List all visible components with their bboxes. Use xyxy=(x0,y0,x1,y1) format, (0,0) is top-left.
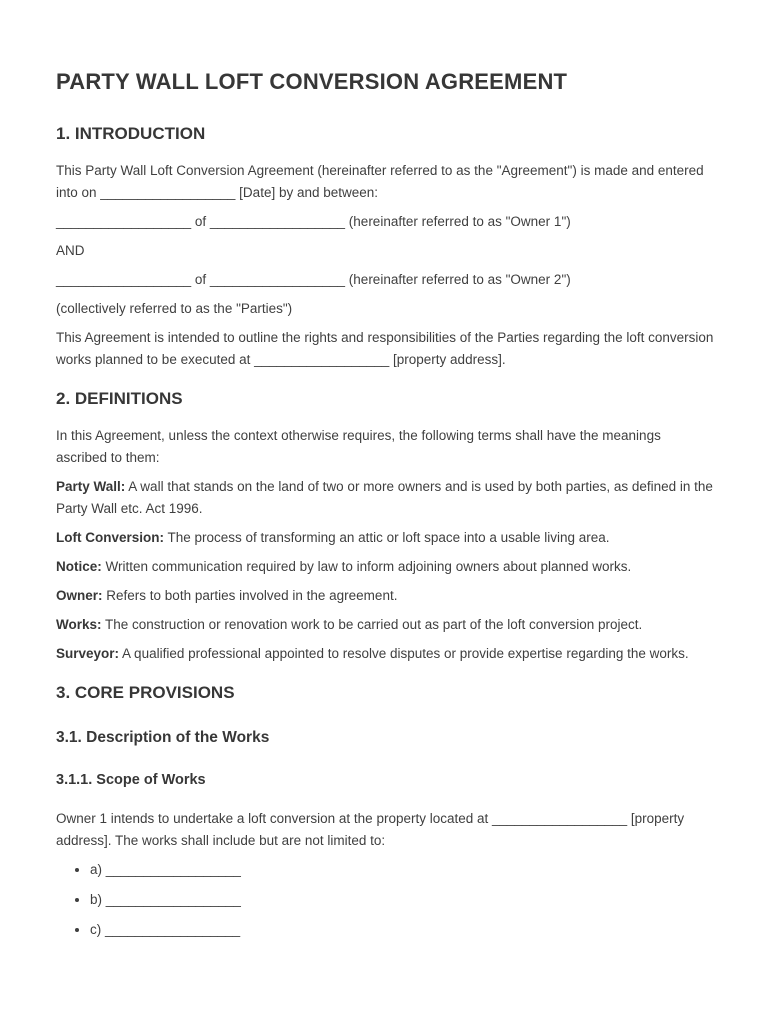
definition xyxy=(56,643,714,665)
definition-text: Refers to both parties involved in the agreement. xyxy=(106,588,398,603)
definition-term: Party Wall: xyxy=(56,479,126,494)
paragraph: In this Agreement, unless the context otherwise requires, the following terms shall have the meanings ascribed to them: xyxy=(56,428,661,465)
definition-term: Works: xyxy=(56,617,102,632)
paragraph: This Agreement is intended to outline the rights and responsibilities of the Parties regarding the loft conversion works planned to be executed at __________________ [property address]. xyxy=(56,330,714,367)
definition-text: Written communication required by law to inform adjoining owners about planned works. xyxy=(105,559,632,574)
subsubsection-heading: 3.1.1. Scope of Works xyxy=(56,772,206,788)
paragraph: __________________ of __________________ (hereinafter referred to as "Owner 1") xyxy=(56,214,571,229)
definition-term: Surveyor: xyxy=(56,646,120,661)
definition xyxy=(56,585,714,607)
definition xyxy=(56,527,714,549)
works-list xyxy=(56,859,714,941)
definition-term: Loft Conversion: xyxy=(56,530,164,545)
list-item: • b) __________________ xyxy=(90,889,714,911)
section-heading: 1. INTRODUCTION xyxy=(56,124,206,143)
paragraph: Owner 1 intends to undertake a loft conversion at the property located at __________________ [property address]. The works shall include but are not limited to: xyxy=(56,811,685,848)
section-heading: 3. CORE PROVISIONS xyxy=(56,683,235,702)
definition-text: A wall that stands on the land of two or more owners and is used by both parties, as defined in the Party Wall etc. Act 1996. xyxy=(56,479,713,516)
definition-term: Notice: xyxy=(56,559,102,574)
definition-term: Owner: xyxy=(56,588,103,603)
list-item: • c) __________________ xyxy=(90,919,714,941)
definition-text: The construction or renovation work to be carried out as part of the loft conversion project. xyxy=(105,617,643,632)
paragraph: __________________ of __________________ (hereinafter referred to as "Owner 2") xyxy=(56,272,571,287)
list-item: • a) __________________ xyxy=(90,859,714,881)
definition-text: A qualified professional appointed to resolve disputes or provide expertise regarding the works. xyxy=(122,646,689,661)
definition xyxy=(56,476,714,520)
section-heading: 2. DEFINITIONS xyxy=(56,389,183,408)
document-content xyxy=(56,68,714,941)
paragraph: (collectively referred to as the "Parties") xyxy=(56,301,293,316)
definition-text: The process of transforming an attic or loft space into a usable living area. xyxy=(167,530,610,545)
subsection-heading: 3.1. Description of the Works xyxy=(56,729,270,746)
paragraph: This Party Wall Loft Conversion Agreement (hereinafter referred to as the "Agreement") is made and entered into on __________________ [Date] by and between: xyxy=(56,163,704,200)
paragraph: AND xyxy=(56,243,85,258)
definition xyxy=(56,556,714,578)
document-title: PARTY WALL LOFT CONVERSION AGREEMENT xyxy=(56,69,568,94)
definition xyxy=(56,614,714,636)
